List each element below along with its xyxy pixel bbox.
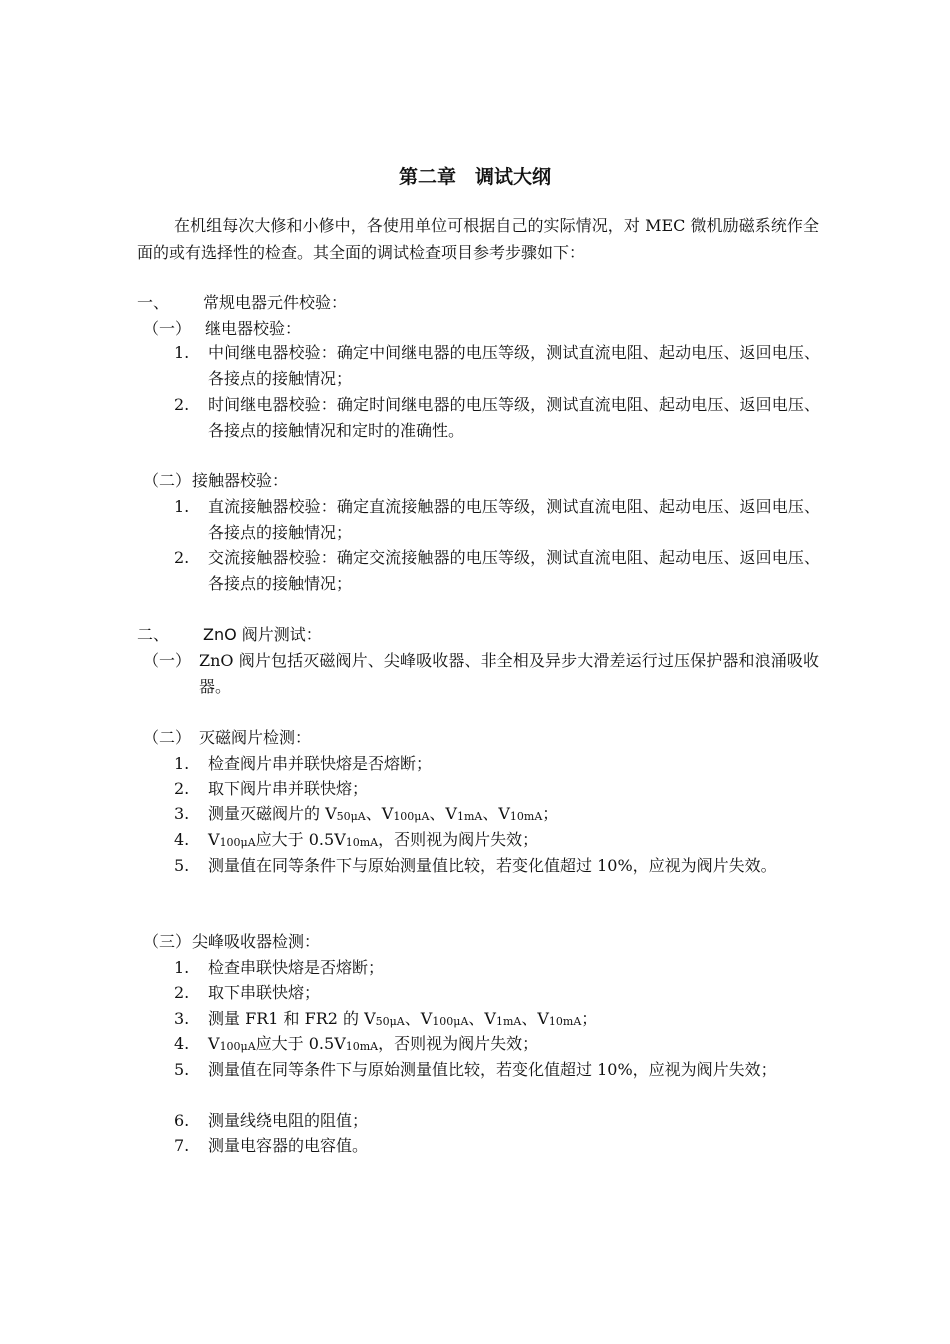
list-item-number: 3. xyxy=(174,804,190,823)
list-item-number: 7. xyxy=(174,1136,190,1155)
list-item-number: 5. xyxy=(174,856,190,875)
subsection-1b-label: （二） xyxy=(143,471,192,490)
subsection-2a-label: （一） xyxy=(143,651,192,670)
list-item-text: 时间继电器校验：确定时间继电器的电压等级，测试直流电阻、起动电压、返回电压、各接点的接触情况和定时的准确性。 xyxy=(208,395,820,440)
list-item-number: 4. xyxy=(174,1034,190,1053)
list-item-number: 2. xyxy=(174,983,190,1002)
list-item-text: 测量线绕电阻的阻值； xyxy=(208,1111,369,1130)
subsection-2a-text: ZnO 阀片包括灭磁阀片、尖峰吸收器、非全相及异步大滑差运行过压保护器和浪涌吸收器。 xyxy=(199,651,819,696)
list-item-number: 5. xyxy=(174,1060,190,1079)
list-item-text: 交流接触器校验：确定交流接触器的电压等级，测试直流电阻、起动电压、返回电压、各接点的接触情况； xyxy=(208,548,820,593)
list-item-text: 直流接触器校验：确定直流接触器的电压等级，测试直流电阻、起动电压、返回电压、各接点的接触情况； xyxy=(208,497,820,542)
list-item-text: 检查阀片串并联快熔是否熔断； xyxy=(208,754,433,773)
list-item-number: 1. xyxy=(174,497,190,516)
list-item-text: 测量 FR1 和 FR2 的 $V_{50\mu A}$、$V_{100\mu A}$、$V_{1mA}$、$V_{10mA}$； xyxy=(208,1009,598,1028)
list-item-text: 中间继电器校验：确定中间继电器的电压等级，测试直流电阻、起动电压、返回电压、各接点的接触情况； xyxy=(208,343,820,388)
list-item-text: 测量值在同等条件下与原始测量值比较，若变化值超过 10%，应视为阀片失效。 xyxy=(208,856,777,875)
list-item-text: 测量值在同等条件下与原始测量值比较，若变化值超过 10%，应视为阀片失效； xyxy=(208,1060,777,1079)
list-item-number: 2. xyxy=(174,395,190,414)
subsection-2b-label: （二） xyxy=(143,728,192,747)
list-item-number: 4. xyxy=(174,830,190,849)
list-item-text: $V_{100\mu A}$应大于 $0.5V_{10mA}$，否则视为阀片失效； xyxy=(208,830,539,849)
list-item-text: 检查串联快熔是否熔断； xyxy=(208,958,385,977)
subsection-1a-title: 继电器校验： xyxy=(205,319,302,338)
list-item-number: 2. xyxy=(174,548,190,567)
list-item-text: 测量灭磁阀片的 $V_{50\mu A}$、$V_{100\mu A}$、$V_{1mA}$、$V_{10mA}$； xyxy=(208,804,559,823)
subsection-2c-label: （三） xyxy=(143,932,192,951)
subsection-2c-title: 尖峰吸收器检测： xyxy=(192,932,321,951)
intro-paragraph: 在机组每次大修和小修中，各使用单位可根据自己的实际情况，对 MEC 微机励磁系统作全面的或有选择性的检查。其全面的调试检查项目参考步骤如下： xyxy=(137,216,819,262)
chapter-title: 第二章 调试大纲 xyxy=(398,166,551,188)
subsection-1b-title: 接触器校验： xyxy=(192,471,289,490)
section-1-title: 常规电器元件校验： xyxy=(203,293,348,312)
list-item-number: 6. xyxy=(174,1111,190,1130)
subsection-1a-label: （一） xyxy=(143,319,192,338)
list-item-number: 1. xyxy=(174,958,190,977)
list-item-text: 取下阀片串并联快熔； xyxy=(208,779,369,798)
list-item-number: 2. xyxy=(174,779,190,798)
section-2-number: 二、 xyxy=(137,625,170,644)
list-item-text: 取下串联快熔； xyxy=(208,983,321,1002)
list-item-text: $V_{100\mu A}$应大于 $0.5V_{10mA}$，否则视为阀片失效； xyxy=(208,1034,539,1053)
list-item-number: 3. xyxy=(174,1009,190,1028)
section-1-number: 一、 xyxy=(137,293,170,312)
list-item-number: 1. xyxy=(174,343,190,362)
subsection-2b-title: 灭磁阀片检测： xyxy=(199,728,312,747)
section-2-title: ZnO 阀片测试： xyxy=(203,625,322,644)
list-item-number: 1. xyxy=(174,754,190,773)
list-item-text: 测量电容器的电容值。 xyxy=(208,1136,369,1155)
